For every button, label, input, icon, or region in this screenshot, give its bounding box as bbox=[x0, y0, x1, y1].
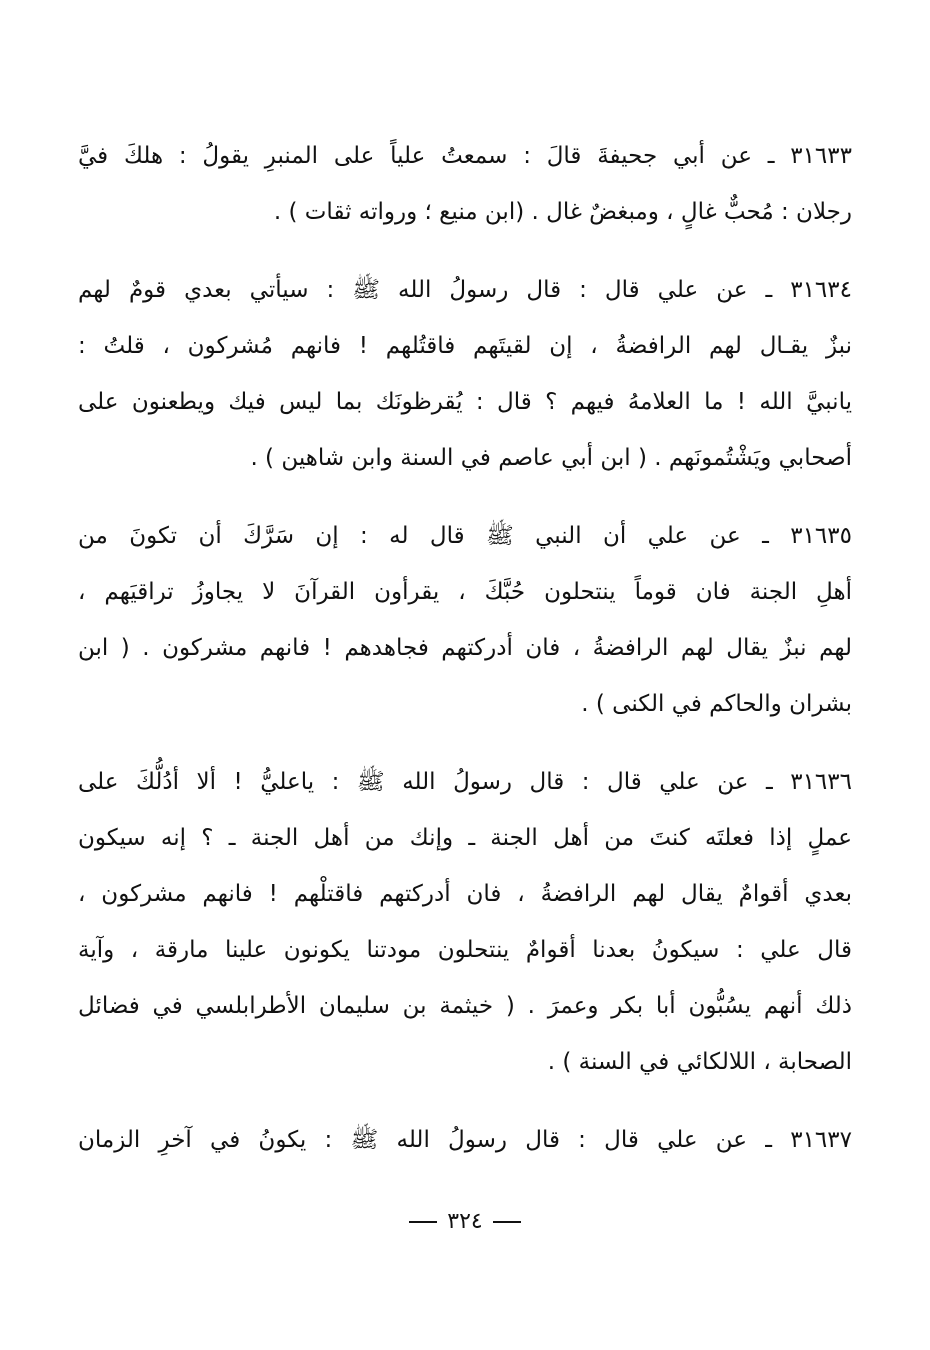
page-number-value: ٣٢٤ bbox=[447, 1209, 483, 1234]
hadith-line: بشران والحاكم في الكنى ) . bbox=[581, 691, 852, 717]
hadith-31636 bbox=[78, 754, 852, 1090]
page-number bbox=[0, 1205, 930, 1239]
hadith-line: يانبيَّ الله ! ما العلامهُ فيهم ؟ قال : يُقرظونَك بما ليس فيك ويطعنون على bbox=[78, 389, 852, 415]
hadith-31635 bbox=[78, 508, 852, 732]
hadith-line: ٣١٦٣٣ ـ عن أبي جحيفةَ قالَ : سمعتُ علياً على المنبرِ يقولُ : هلكَ فيَّ bbox=[78, 143, 852, 169]
hadith-line: أهلِ الجنة فان قوماً ينتحلون حُبَّكَ ، يقرأون القرآنَ لا يجاوزُ تراقيَهم ، bbox=[78, 579, 852, 605]
hadith-line: ذلك أنهم يسُبُّون أبا بكر وعمرَ . ( خيثمة بن سليمان الأطرابلسي في فضائل bbox=[78, 993, 852, 1019]
hadith-line: قال علي : سيكونُ بعدنا أقوامٌ ينتحلون مودتنا يكونون علينا مارقة ، وآية bbox=[78, 937, 852, 963]
hadith-line: الصحابة ، اللالكائي في السنة ) . bbox=[547, 1049, 852, 1075]
hadith-line: ٣١٦٣٧ ـ عن علي قال : قال رسولُ الله ﷺ : يكونُ في آخرِ الزمان bbox=[78, 1127, 852, 1153]
hadith-line: لهم نبزٌ يقال لهم الرافضةُ ، فان أدركتهم فجاهدهم ! فانهم مشركون . ( ابن bbox=[78, 635, 852, 661]
hadith-line: ٣١٦٣٤ ـ عن علي قال : قال رسولُ الله ﷺ : سيأتي بعدي قومٌ لهم bbox=[78, 277, 852, 303]
hadith-line: بعدي أقوامٌ يقال لهم الرافضةُ ، فان أدركتهم فاقتلْهم ! فانهم مشركون ، bbox=[78, 881, 852, 907]
page-number-dash-left bbox=[409, 1221, 437, 1223]
page-number-dash-right bbox=[493, 1221, 521, 1223]
hadith-31634 bbox=[78, 262, 852, 486]
hadith-line: ٣١٦٣٥ ـ عن علي أن النبي ﷺ قال له : إن سَرَّكَ أن تكونَ من bbox=[78, 523, 852, 549]
hadith-line: نبزٌ يقـال لهم الرافضةُ ، إن لقيتَهم فاقتُلهم ! فانهم مُشركون ، قلتُ : bbox=[78, 333, 852, 359]
page-body bbox=[78, 128, 852, 1190]
hadith-31637 bbox=[78, 1112, 852, 1168]
hadith-line: ٣١٦٣٦ ـ عن علي قال : قال رسولُ الله ﷺ : ياعليُّ ! ألا أدُلُّكَ على bbox=[78, 769, 852, 795]
hadith-line: رجلان : مُحبٌّ غالٍ ، ومبغضٌ غال . (ابن منيع ؛ ورواته ثقات ) . bbox=[273, 199, 852, 225]
hadith-31633 bbox=[78, 128, 852, 240]
hadith-line: أصحابي ويَشْتُمونَهم . ( ابن أبي عاصم في السنة وابن شاهين ) . bbox=[250, 445, 852, 471]
hadith-line: عملٍ إذا فعلتَه كنتَ من أهل الجنة ـ وإنك من أهل الجنة ـ ؟ إنه سيكون bbox=[78, 825, 852, 851]
